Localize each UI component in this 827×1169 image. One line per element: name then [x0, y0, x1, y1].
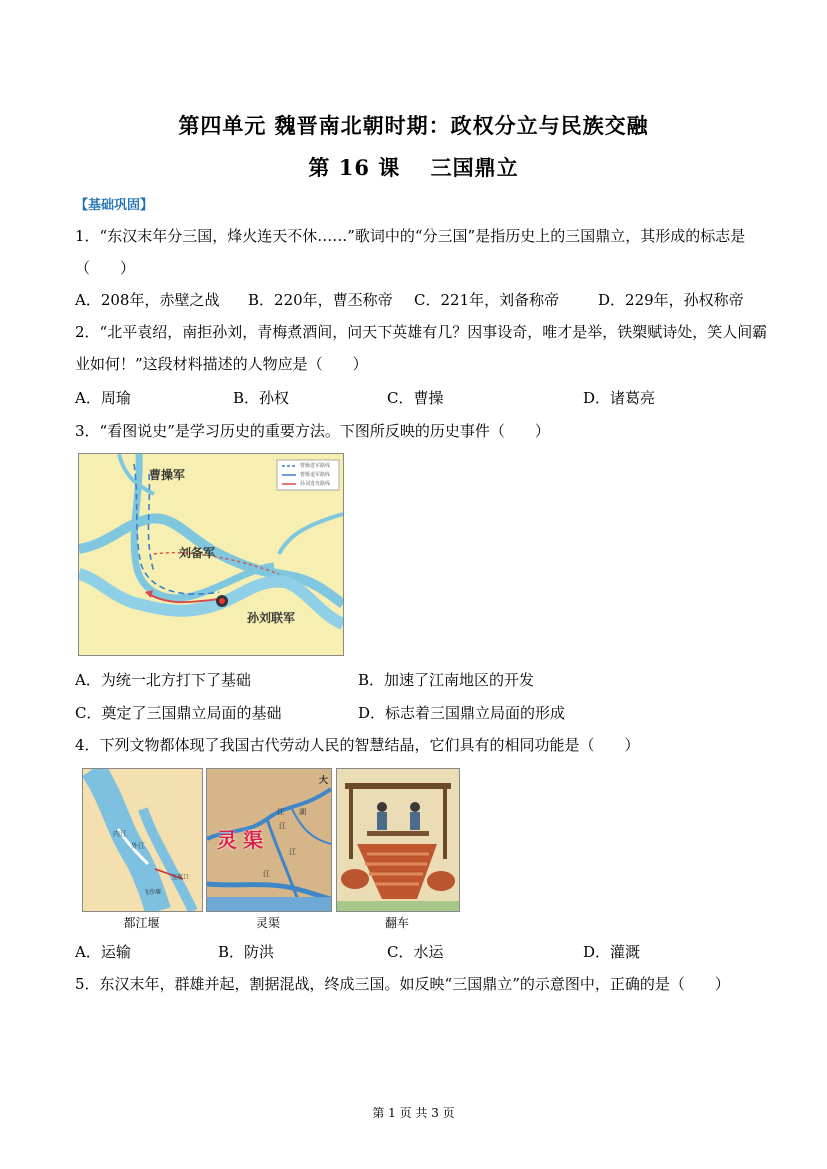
dujiangyan-label-3: 宝瓶口	[171, 874, 190, 881]
question-3-option-b: B．加速了江南地区的开发	[358, 671, 535, 689]
question-2-stem: 2．“北平袁绍，南拒孙刘，青梅煮酒间，问天下英雄有几？因事设奇，唯才是举，铁槊赋诗处，笑人间霸	[75, 323, 768, 341]
red-cliffs-battle-map	[78, 453, 344, 656]
dujiangyan-label-2: 外江	[131, 842, 145, 850]
question-2-stem-cont: 业如何！”这段材料描述的人物应是（ ）	[75, 355, 368, 373]
question-1-option-b: B．220年，曹丕称帝	[248, 291, 393, 309]
lingqu-label-qu: 渠	[243, 828, 263, 852]
question-3-option-c: C．奠定了三国鼎立局面的基础	[75, 704, 282, 722]
question-4-option-c: C．水运	[387, 943, 444, 961]
page-number-footer: 第 1 页 共 3 页	[372, 1106, 455, 1120]
map-label-liu-army: 刘备军	[179, 546, 216, 560]
legend-entry-1: 曹操进军路线	[300, 463, 331, 469]
question-1-option-a: A．208年，赤壁之战	[75, 291, 220, 309]
lingqu-label-4: 湖	[299, 808, 306, 816]
unit-title: 第四单元 魏晋南北朝时期：政权分立与民族交融	[178, 113, 649, 138]
map-label-sunliu-army: 孙刘联军	[247, 611, 296, 625]
question-2-option-d: D．诸葛亮	[583, 389, 656, 407]
lingqu-label-7: 江	[263, 870, 270, 878]
dujiangyan-caption: 都江堰	[123, 916, 160, 930]
question-4-option-b: B．防洪	[218, 943, 275, 961]
lesson-title: 第 16 课 三国鼎立	[308, 155, 519, 180]
section-label: 【基础巩固】	[75, 198, 154, 213]
question-2-option-c: C．曹操	[387, 389, 444, 407]
lingqu-label-5: 江	[279, 822, 286, 830]
dujiangyan-map-image	[82, 768, 203, 912]
question-1-option-c: C．221年，刘备称帝	[414, 291, 560, 309]
question-1-option-d: D．229年，孙权称帝	[598, 291, 744, 309]
dujiangyan-label-1: 内江	[113, 830, 127, 838]
fanche-caption: 翻车	[384, 916, 409, 930]
lingqu-label-6: 江	[289, 848, 296, 856]
question-1-stem: 1．“东汉末年分三国，烽火连天不休……”歌词中的“分三国”是指历史上的三国鼎立，其形成的标志是	[75, 227, 746, 245]
question-4-option-d: D．灌溉	[583, 943, 641, 961]
dujiangyan-label-4: 飞沙堰	[143, 889, 162, 896]
question-2-option-b: B．孙权	[233, 389, 290, 407]
lingqu-map-image	[206, 768, 332, 912]
question-1-blank: （ ）	[75, 259, 136, 277]
map-label-cao-army: 曹操军	[149, 468, 186, 482]
question-2-option-a: A．周瑜	[75, 389, 131, 407]
legend-entry-3: 孙刘进攻路线	[300, 481, 331, 487]
lingqu-label-8: 大	[319, 776, 329, 786]
fanche-illustration-image	[336, 768, 460, 912]
lingqu-label-ling: 灵	[217, 828, 237, 852]
lingqu-label-3: 江	[277, 808, 284, 816]
lingqu-caption: 灵渠	[255, 916, 280, 930]
question-3-stem: 3．“看图说史”是学习历史的重要方法。下图所反映的历史事件（ ）	[75, 422, 550, 440]
question-5-stem: 5．东汉末年，群雄并起，割据混战，终成三国。如反映“三国鼎立”的示意图中，正确的是（ ）	[75, 975, 730, 993]
question-4-option-a: A．运输	[75, 943, 131, 961]
question-4-stem: 4．下列文物都体现了我国古代劳动人民的智慧结晶，它们具有的相同功能是（ ）	[75, 736, 640, 754]
question-3-option-d: D．标志着三国鼎立局面的形成	[358, 704, 566, 722]
question-3-option-a: A．为统一北方打下了基础	[75, 671, 251, 689]
legend-entry-2: 曹操退军路线	[300, 472, 331, 478]
